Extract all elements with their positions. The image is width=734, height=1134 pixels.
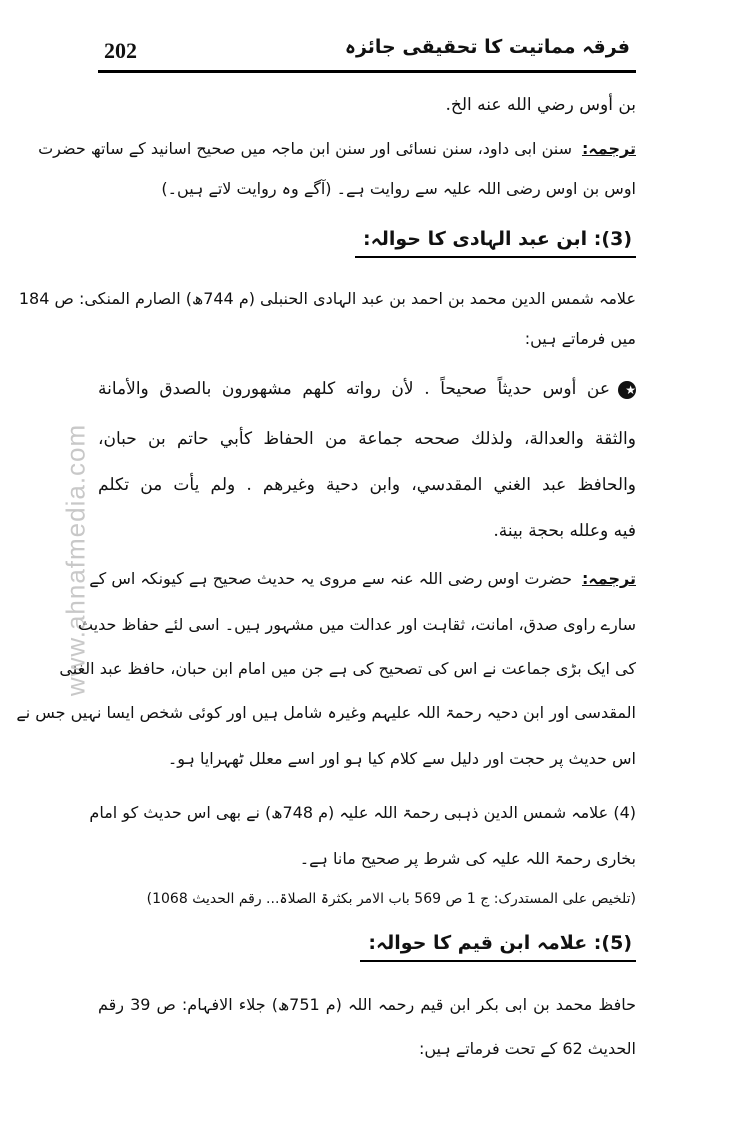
- text-line: اس حدیث پر حجت اور دلیل سے کلام کیا ہو اور اسے معلل ٹھہرایا ہو۔: [167, 749, 636, 768]
- page-number: 202: [104, 38, 137, 63]
- text-line: اوس بن اوس رضی اللہ علیہ سے روایت ہے۔ (آگے وہ روایت لاتے ہیں۔): [161, 179, 636, 198]
- translation-line: [89, 566, 636, 594]
- text-line: المقدسی اور ابن دحیہ رحمۃ اللہ علیہم وغیرہ شامل ہیں اور کوئی شخص ایسا نہیں جس نے: [16, 703, 636, 722]
- arabic-line: [98, 376, 636, 404]
- translation-label: ترجمہ:: [582, 569, 636, 588]
- arabic-line: والثقة والعدالة، ولذلك صححه جماعة من الحفاظ كأبي حاتم بن حبان،: [98, 429, 636, 449]
- translation-label: ترجمہ:: [582, 139, 636, 158]
- text-line: بخاری رحمۃ اللہ علیہ کی شرط پر صحیح مانا ہے۔: [299, 849, 636, 868]
- text-segment: سنن ابی داود، سنن نسائی اور سنن ابن ماجہ میں صحیح اسانید کے ساتھ حضرت: [38, 139, 572, 158]
- text-line: (4) علامہ شمس الدین ذہبی رحمۃ اللہ علیہ (م 748ھ) نے بھی اس حدیث کو امام: [89, 803, 636, 822]
- arabic-line: بن أوس رضي الله عنه الخ.: [445, 95, 636, 115]
- text-segment: حضرت اوس رضی اللہ عنہ سے مروی یہ حدیث صحیح ہے کیونکہ اس کے: [89, 569, 572, 588]
- section-heading-3: (3): ابن عبد الہادی کا حوالہ:: [355, 228, 636, 258]
- text-line: میں فرماتے ہیں:: [524, 329, 636, 348]
- text-segment: عن أوس حديثاً صحيحاً . لأن رواته كلهم مشهورون بالصدق والأمانة: [98, 379, 610, 399]
- translation-line: [38, 136, 636, 164]
- watermark: www.ahnafmedia.com: [60, 423, 91, 697]
- star-bullet-icon: ★: [618, 381, 636, 399]
- text-line: کی ایک بڑی جماعت نے اس کی تصحیح کی ہے جن میں امام ابن حبان، حافظ عبد الغنی: [59, 659, 636, 678]
- arabic-line: والحافظ عبد الغني المقدسي، وابن دحية وغيرهم . ولم يأت من تكلم: [98, 475, 636, 495]
- text-line: سارے راوی صدق، امانت، ثقاہت اور عدالت میں مشہور ہیں۔ اسی لئے حفاظ حدیث: [77, 615, 636, 634]
- arabic-line: فيه وعلله بحجة بينة.: [493, 521, 636, 541]
- text-line: علامہ شمس الدین محمد بن احمد بن عبد الہادی الحنبلی (م 744ھ) الصارم المنکی: ص 184: [18, 289, 636, 308]
- running-title: فرقہ مماتیت کا تحقیقی جائزہ: [344, 36, 630, 58]
- text-line: حافظ محمد بن ابی بکر ابن قیم رحمہ اللہ (م 751ھ) جلاء الافہام: ص 39 رقم: [98, 995, 637, 1014]
- text-line: الحدیث 62 کے تحت فرماتے ہیں:: [418, 1039, 636, 1058]
- page-header: [98, 34, 636, 74]
- section-heading-5: (5): علامہ ابن قیم کا حوالہ:: [360, 932, 636, 962]
- reference-line: (تلخیص علی المستدرک: ج 1 ص 569 باب الامر بکثرۃ الصلاۃ... رقم الحدیث 1068): [146, 891, 636, 907]
- header-rule: [98, 70, 636, 73]
